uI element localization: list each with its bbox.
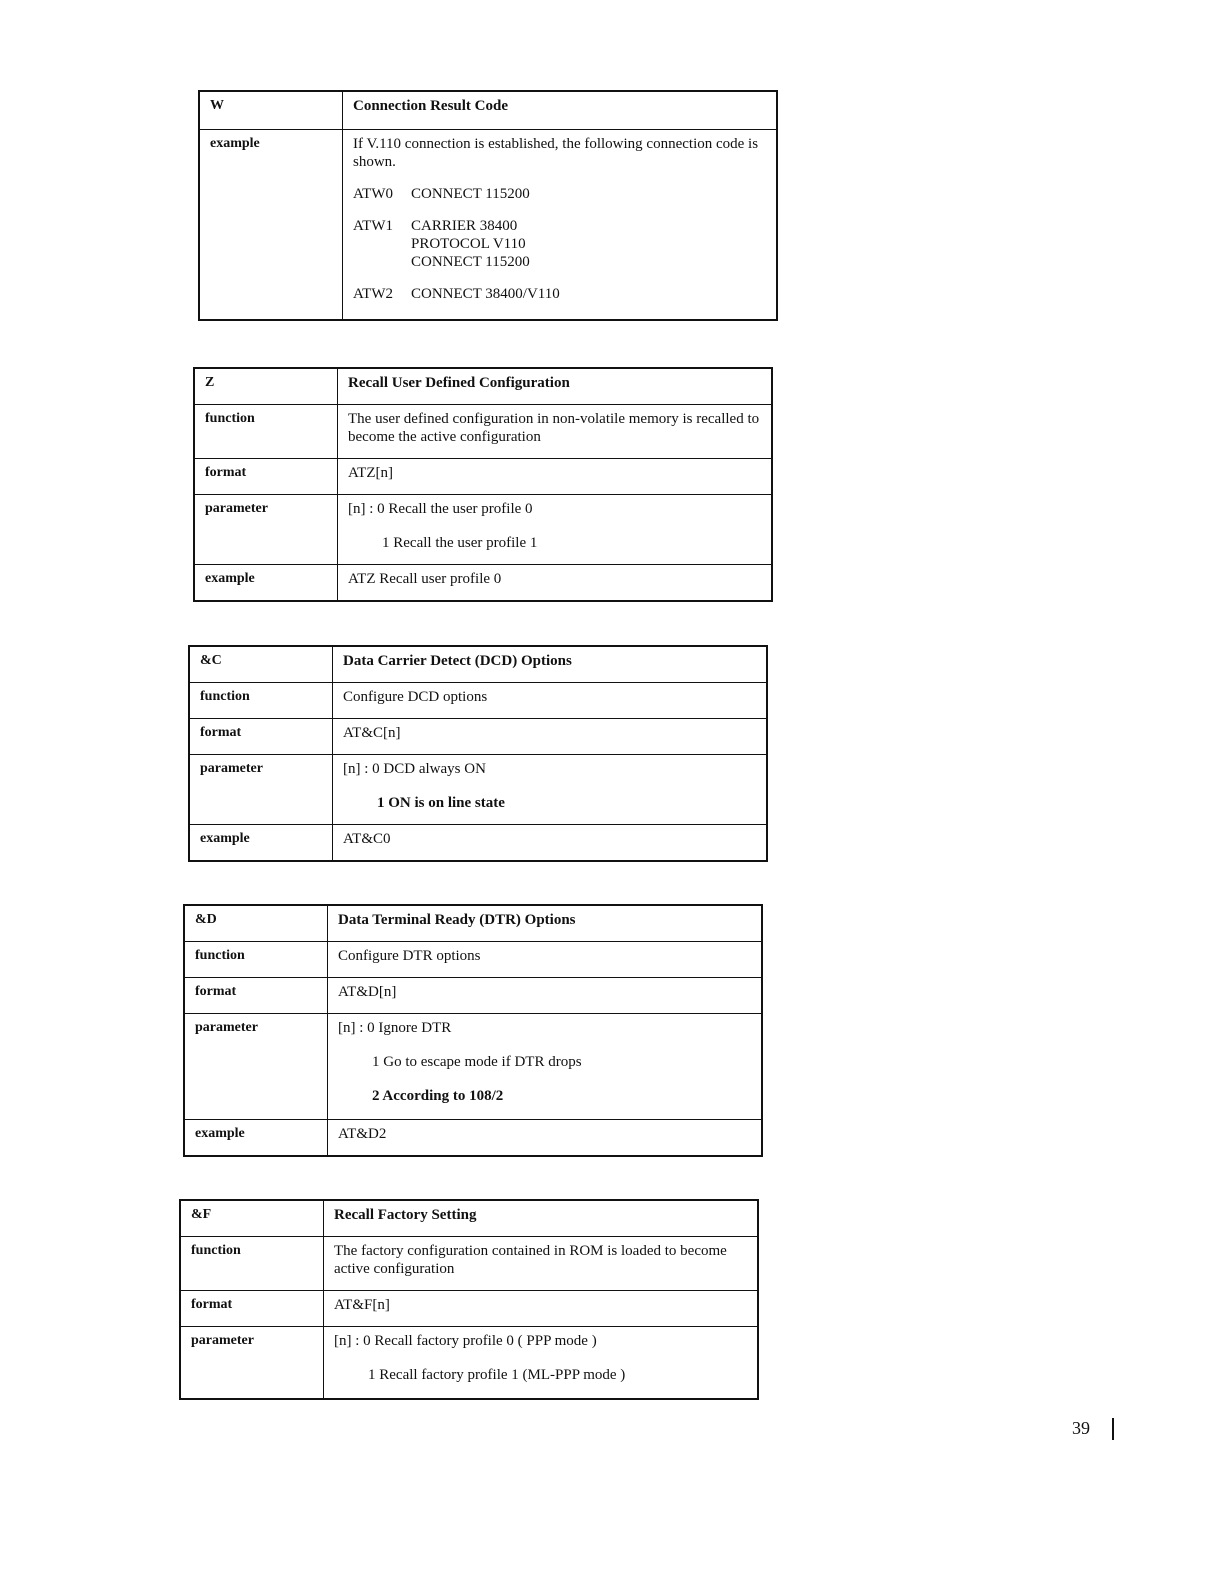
command-name: &D — [184, 905, 328, 942]
command-title: Data Carrier Detect (DCD) Options — [333, 646, 768, 683]
format-label: format — [180, 1291, 324, 1327]
function-label: function — [189, 683, 333, 719]
parameter-line: [n] : 0 Ignore DTR — [338, 1020, 452, 1036]
example-label: example — [184, 1120, 328, 1157]
format-text: AT&C[n] — [333, 719, 768, 755]
command-name: Z — [194, 368, 338, 405]
function-label: function — [180, 1237, 324, 1291]
command-table-f — [179, 1199, 759, 1400]
example-text: AT&D2 — [328, 1120, 763, 1157]
parameter-line: 1 Recall the user profile 1 — [382, 535, 538, 551]
example-result: CARRIER 38400 PROTOCOL V110 CONNECT 115200 — [411, 218, 530, 270]
function-text: Configure DTR options — [328, 942, 763, 978]
example-command: ATW2 — [353, 286, 393, 302]
parameter-line: [n] : 0 Recall the user profile 0 — [348, 501, 533, 517]
example-label: example — [194, 565, 338, 602]
command-name: &F — [180, 1200, 324, 1237]
function-label: function — [184, 942, 328, 978]
command-table-w — [198, 90, 778, 321]
example-cell — [343, 130, 778, 321]
command-title: Recall Factory Setting — [324, 1200, 759, 1237]
parameter-cell — [333, 755, 768, 825]
command-name: &C — [189, 646, 333, 683]
format-label: format — [184, 978, 328, 1014]
function-text: The factory configuration contained in ROM is loaded to become active configuration — [324, 1237, 759, 1291]
example-line — [353, 285, 766, 303]
parameter-cell — [324, 1327, 759, 1400]
function-label: function — [194, 405, 338, 459]
command-title: Data Terminal Ready (DTR) Options — [328, 905, 763, 942]
page-number: 39 — [1072, 1418, 1090, 1438]
example-command: ATW0 — [353, 186, 393, 202]
example-label: example — [189, 825, 333, 862]
parameter-line: 1 Go to escape mode if DTR drops — [372, 1054, 582, 1070]
command-table-d — [183, 904, 763, 1157]
parameter-label: parameter — [184, 1014, 328, 1120]
parameter-label: parameter — [180, 1327, 324, 1400]
example-text: ATZ Recall user profile 0 — [338, 565, 773, 602]
example-result: CONNECT 115200 — [411, 186, 530, 202]
parameter-line: 2 According to 108/2 — [372, 1088, 504, 1104]
parameter-cell — [338, 495, 773, 565]
example-line — [353, 185, 766, 203]
example-text: AT&C0 — [333, 825, 768, 862]
format-text: AT&F[n] — [324, 1291, 759, 1327]
parameter-cell — [328, 1014, 763, 1120]
command-title: Recall User Defined Configuration — [338, 368, 773, 405]
command-table-z — [193, 367, 773, 602]
parameter-line: 1 ON is on line state — [377, 795, 505, 811]
function-text: Configure DCD options — [333, 683, 768, 719]
example-result: CONNECT 38400/V110 — [411, 286, 560, 302]
page-margin-bar — [1112, 1418, 1114, 1440]
format-text: ATZ[n] — [338, 459, 773, 495]
example-command: ATW1 — [353, 218, 393, 234]
parameter-label: parameter — [194, 495, 338, 565]
format-text: AT&D[n] — [328, 978, 763, 1014]
example-line — [353, 217, 766, 271]
example-label: example — [199, 130, 343, 321]
parameter-line: [n] : 0 DCD always ON — [343, 761, 486, 777]
format-label: format — [189, 719, 333, 755]
example-intro: If V.110 connection is established, the following connection code is shown. — [353, 136, 759, 170]
format-label: format — [194, 459, 338, 495]
parameter-line: 1 Recall factory profile 1 (ML-PPP mode ) — [368, 1367, 626, 1383]
command-name: W — [199, 91, 343, 130]
parameter-label: parameter — [189, 755, 333, 825]
parameter-line: [n] : 0 Recall factory profile 0 ( PPP mode ) — [334, 1333, 597, 1349]
function-text: The user defined configuration in non-volatile memory is recalled to become the active configuration — [338, 405, 773, 459]
command-title: Connection Result Code — [343, 91, 778, 130]
command-table-c — [188, 645, 768, 862]
